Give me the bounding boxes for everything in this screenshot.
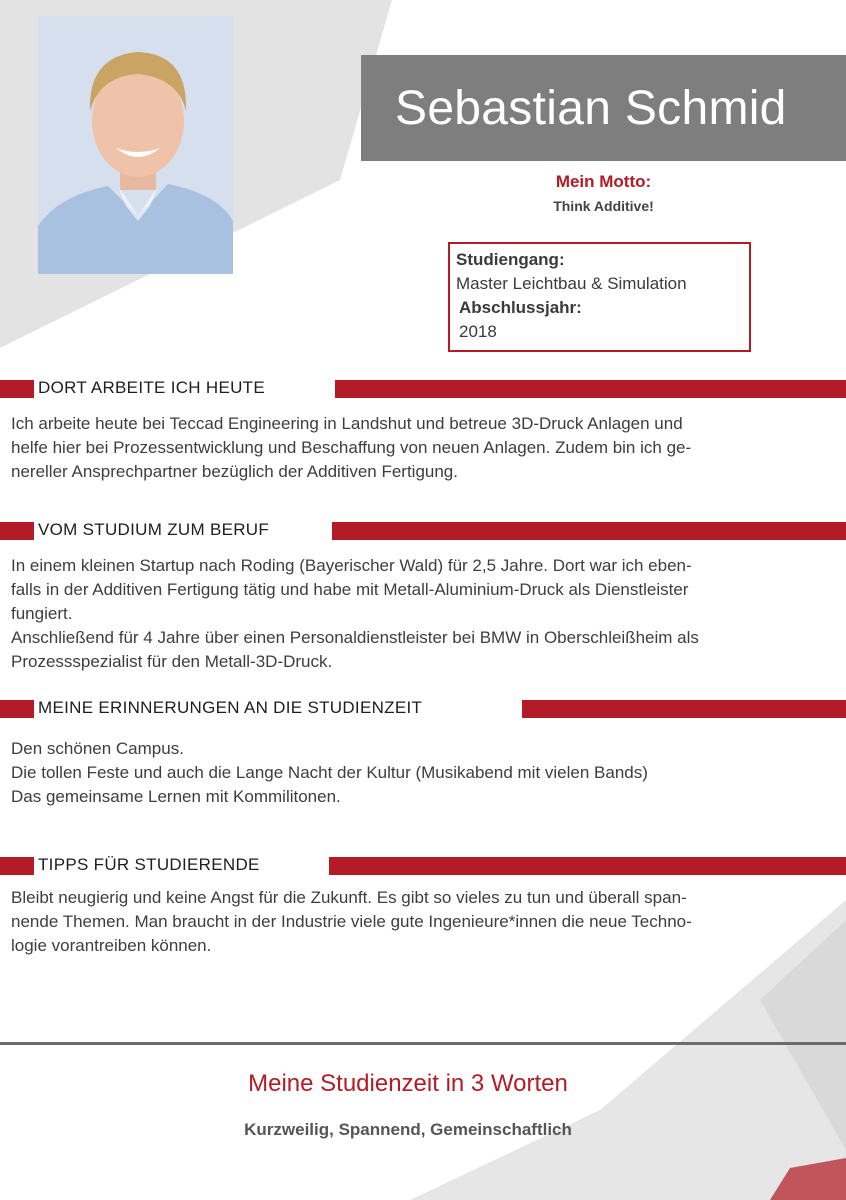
section-accent-right [522, 700, 846, 718]
text-line: helfe hier bei Prozessentwicklung und Beschaffung von neuen Anlagen. Zudem bin ich ge- [11, 438, 692, 457]
text-line: falls in der Additiven Fertigung tätig und habe mit Metall-Aluminium-Druck als Dienstleister [11, 580, 689, 599]
section-title-memories: MEINE ERINNERUNGEN AN DIE STUDIENZEIT [38, 698, 423, 717]
text-line: In einem kleinen Startup nach Roding (Bayerischer Wald) für 2,5 Jahre. Dort war ich eben- [11, 556, 692, 575]
text-line: logie vorantreiben können. [11, 936, 212, 955]
section-accent-left [0, 857, 34, 875]
portrait-photo-icon [38, 16, 233, 274]
section-accent-left [0, 380, 34, 398]
text-line: Das gemeinsame Lernen mit Kommilitonen. [11, 787, 341, 806]
profile-photo [38, 16, 233, 274]
footer-three-words: Kurzweilig, Spannend, Gemeinschaftlich [244, 1120, 572, 1139]
study-info-box [448, 242, 751, 352]
footer-divider [0, 1042, 846, 1045]
section-accent-right [335, 380, 846, 398]
graduation-year-label: Abschlussjahr: [459, 298, 582, 317]
text-line: Ich arbeite heute bei Teccad Engineering in Landshut und betreue 3D-Druck Anlagen und [11, 414, 683, 433]
section-accent-left [0, 522, 34, 540]
motto-text: Think Additive! [553, 198, 654, 214]
section-title-career: VOM STUDIUM ZUM BERUF [38, 520, 270, 539]
graduation-year-value: 2018 [459, 322, 497, 341]
section-header-memories [0, 697, 846, 721]
section-accent-right [332, 522, 846, 540]
text-line: Anschließend für 4 Jahre über einen Personaldienstleister bei BMW in Oberschleißheim als [11, 628, 699, 647]
text-line: Den schönen Campus. [11, 739, 184, 758]
section-text-work [11, 412, 831, 484]
text-line: nereller Ansprechpartner bezüglich der Additiven Fertigung. [11, 462, 458, 481]
section-accent-right [329, 857, 846, 875]
text-line: Prozessspezialist für den Metall-3D-Druck. [11, 652, 333, 671]
text-line: Bleibt neugierig und keine Angst für die Zukunft. Es gibt so vieles zu tun und überall span- [11, 888, 687, 907]
text-line: nende Themen. Man braucht in der Industrie viele gute Ingenieure*innen die neue Techno- [11, 912, 692, 931]
section-text-career [11, 554, 831, 674]
text-line: fungiert. [11, 604, 73, 623]
footer-title: Meine Studienzeit in 3 Worten [248, 1070, 568, 1097]
section-text-memories [11, 737, 831, 809]
section-header-work [0, 377, 846, 401]
section-accent-left [0, 700, 34, 718]
text-line: Die tollen Feste und auch die Lange Nacht der Kultur (Musikabend mit vielen Bands) [11, 763, 648, 782]
motto-label: Mein Motto: [555, 172, 652, 191]
section-text-tips [11, 886, 831, 958]
section-header-career [0, 519, 846, 543]
program-value: Master Leichtbau & Simulation [456, 274, 687, 293]
person-name: Sebastian Schmid [395, 82, 787, 135]
section-header-tips [0, 854, 846, 878]
name-banner [361, 55, 846, 161]
section-title-tips: TIPPS FÜR STUDIERENDE [38, 855, 260, 874]
program-label: Studiengang: [456, 250, 565, 269]
section-title-work: DORT ARBEITE ICH HEUTE [38, 378, 266, 397]
